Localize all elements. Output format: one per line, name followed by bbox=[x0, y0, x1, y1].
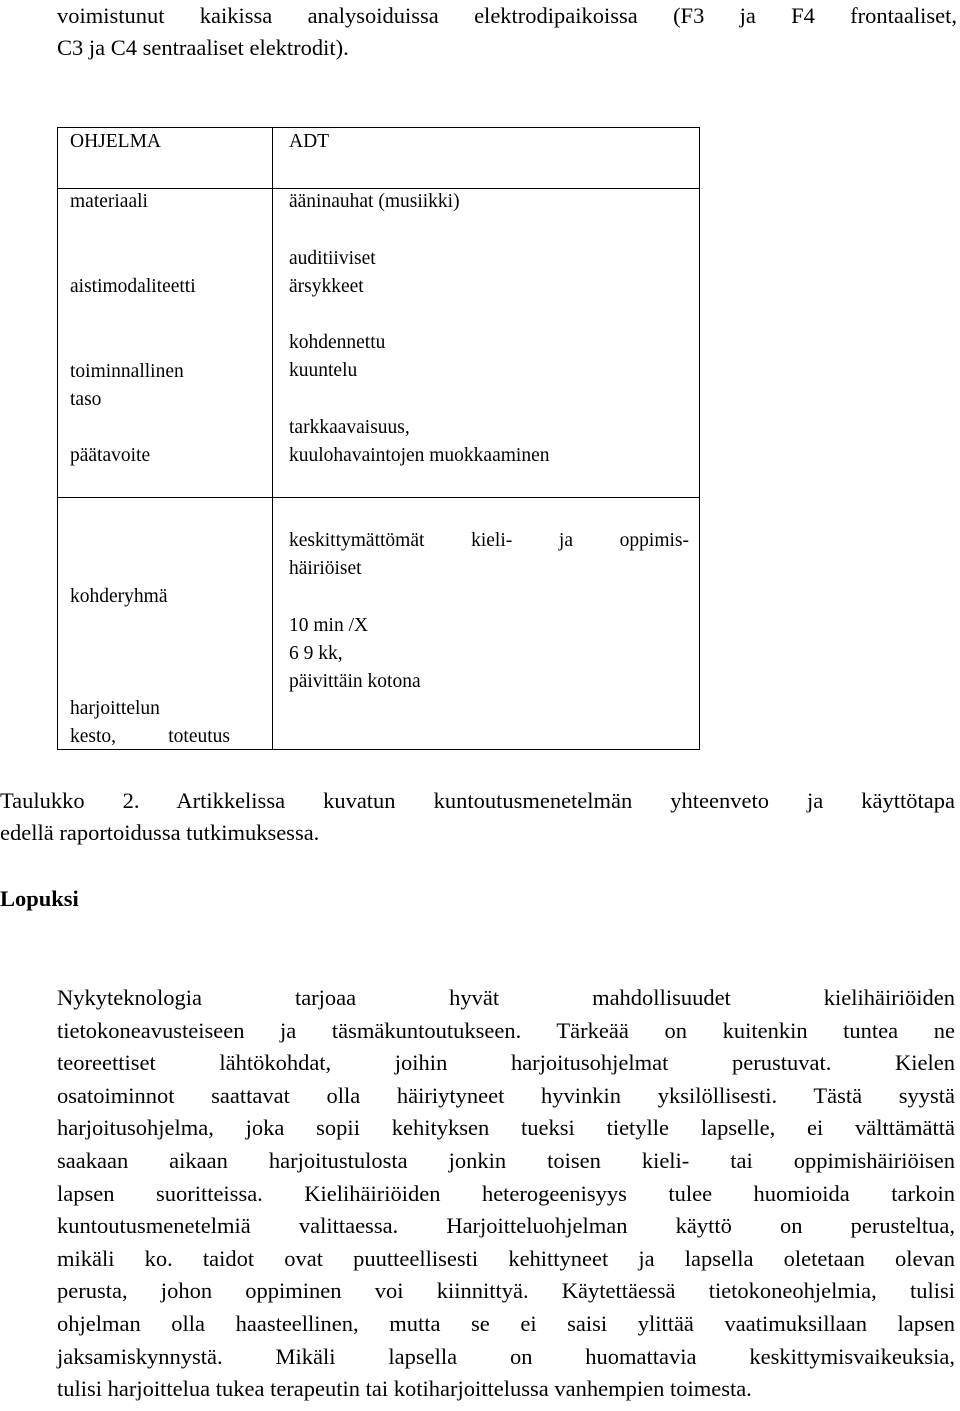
value-line: tarkkaavaisuus, bbox=[289, 417, 410, 438]
table-row-value bbox=[289, 612, 421, 696]
table-row-value bbox=[289, 245, 376, 301]
table-row-value bbox=[289, 414, 549, 470]
body-line: kuntoutusmenetelmiä valittaessa. Harjoitteluohjelman käyttö on perusteltua, bbox=[57, 1213, 955, 1239]
table-row-value bbox=[289, 188, 460, 216]
label-line: päätavoite bbox=[70, 445, 151, 466]
body-line: ohjelman olla haasteellinen, mutta se ei saisi ylittää vaatimuksillaan lapsen bbox=[57, 1310, 955, 1336]
table-row-label bbox=[70, 583, 167, 611]
value-line: ääninauhat (musiikki) bbox=[289, 191, 460, 212]
label-line: kesto, toteutus bbox=[70, 726, 230, 747]
body-line: saakaan aikaan harjoitustulosta jonkin toisen kieli- tai oppimishäiriöisen bbox=[57, 1147, 955, 1173]
label-line: materiaali bbox=[70, 191, 148, 212]
table-caption bbox=[0, 785, 955, 849]
body-line: osatoiminnot saattavat olla häiriytyneet hyvinkin yksilöllisesti. Tästä syystä bbox=[57, 1082, 955, 1108]
intro-line: C3 ja C4 sentraaliset elektrodit). bbox=[57, 35, 349, 60]
value-line: 10 min /X bbox=[289, 615, 369, 636]
table-column-divider bbox=[272, 128, 273, 749]
value-line: 6 9 kk, bbox=[289, 643, 343, 664]
body-line: tietokoneavusteiseen ja täsmäkuntoutukseen. Tärkeää on kuitenkin tuntea ne bbox=[57, 1017, 955, 1043]
body-paragraph bbox=[57, 982, 955, 1406]
body-line: jaksamiskynnystä. Mikäli lapsella on huomattavia keskittymisvaikeuksia, bbox=[57, 1343, 955, 1369]
value-line: kohdennettu bbox=[289, 332, 386, 353]
table-row-label bbox=[70, 695, 230, 751]
value-line: auditiiviset bbox=[289, 248, 376, 269]
program-summary-table bbox=[57, 127, 700, 750]
body-line: mikäli ko. taidot ovat puutteellisesti kehittyneet ja lapsella oletetaan olevan bbox=[57, 1245, 955, 1271]
label-line: aistimodaliteetti bbox=[70, 276, 196, 297]
table-header-left: OHJELMA bbox=[70, 131, 161, 152]
body-line: lapsen suoritteissa. Kielihäiriöiden heterogeenisyys tulee huomioida tarkoin bbox=[57, 1180, 955, 1206]
table-row-divider bbox=[58, 497, 699, 498]
body-line: perusta, johon oppiminen voi kiinnittyä. Käytettäessä tietokoneohjelmia, tulisi bbox=[57, 1278, 955, 1304]
value-line: kuuntelu bbox=[289, 360, 358, 381]
table-row-value bbox=[289, 527, 689, 583]
table-row-value bbox=[289, 329, 385, 385]
table-row-label bbox=[70, 442, 150, 470]
value-line: kuulohavaintojen muokkaaminen bbox=[289, 445, 550, 466]
label-line: toiminnallinen bbox=[70, 361, 184, 382]
table-row-label bbox=[70, 358, 184, 414]
table-row-label bbox=[70, 188, 148, 216]
body-line: harjoitusohjelma, joka sopii kehityksen tueksi tietylle lapselle, ei välttämättä bbox=[57, 1115, 955, 1141]
body-line: Nykyteknologia tarjoaa hyvät mahdollisuudet kielihäiriöiden bbox=[57, 985, 955, 1010]
table-header-right: ADT bbox=[289, 131, 330, 152]
intro-paragraph bbox=[57, 0, 957, 64]
value-line: keskittymättömät kieli- ja oppimis- bbox=[289, 530, 689, 551]
caption-line: edellä raportoidussa tutkimuksessa. bbox=[0, 820, 320, 845]
caption-line: Taulukko 2. Artikkelissa kuvatun kuntoutusmenetelmän yhteenveto ja käyttötapa bbox=[0, 788, 955, 813]
intro-line: voimistunut kaikissa analysoiduissa elektrodipaikoissa (F3 ja F4 frontaaliset, bbox=[57, 3, 957, 28]
value-line: häiriöiset bbox=[289, 558, 362, 579]
body-line: tulisi harjoittelua tukea terapeutin tai kotiharjoittelussa vanhempien toimesta. bbox=[57, 1376, 752, 1402]
value-line: ärsykkeet bbox=[289, 276, 364, 297]
label-line: harjoittelun bbox=[70, 698, 160, 719]
body-line: teoreettiset lähtökohdat, joihin harjoitusohjelmat perustuvat. Kielen bbox=[57, 1050, 955, 1076]
label-line: taso bbox=[70, 389, 102, 410]
value-line: päivittäin kotona bbox=[289, 671, 421, 692]
section-heading: Lopuksi bbox=[0, 886, 79, 911]
table-row-label bbox=[70, 273, 196, 301]
label-line: kohderyhmä bbox=[70, 586, 168, 607]
